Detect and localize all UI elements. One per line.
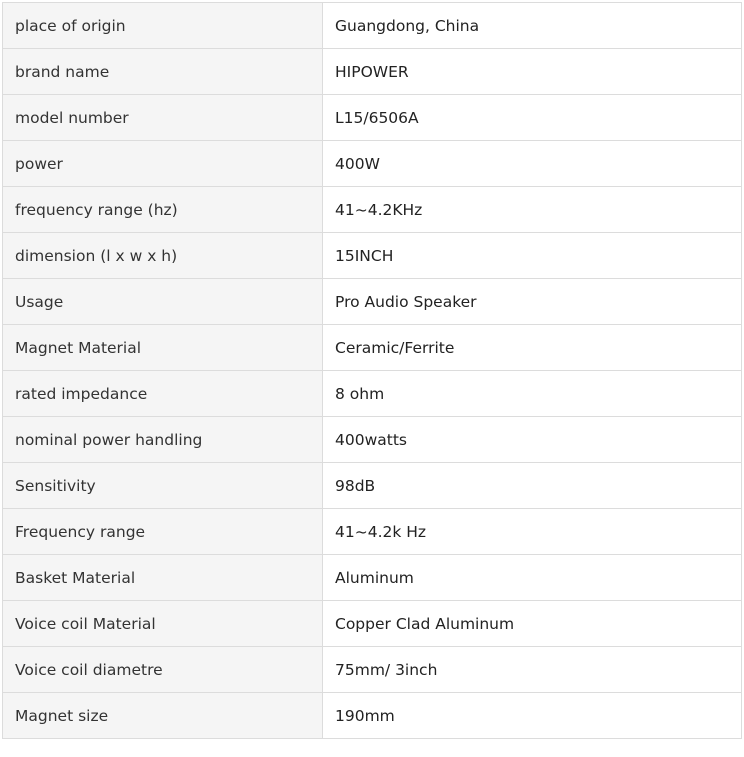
table-row — [3, 141, 742, 187]
spec-value: 41~4.2KHz — [323, 187, 742, 233]
spec-key: dimension (l x w x h) — [3, 233, 323, 279]
spec-table-body — [3, 3, 742, 739]
spec-key: Magnet size — [3, 693, 323, 739]
table-row — [3, 555, 742, 601]
spec-key: brand name — [3, 49, 323, 95]
spec-key: Voice coil diametre — [3, 647, 323, 693]
spec-key: Basket Material — [3, 555, 323, 601]
spec-value: Ceramic/Ferrite — [323, 325, 742, 371]
spec-value: Aluminum — [323, 555, 742, 601]
table-row — [3, 601, 742, 647]
table-row — [3, 279, 742, 325]
spec-key: Usage — [3, 279, 323, 325]
spec-value: 400W — [323, 141, 742, 187]
table-row — [3, 417, 742, 463]
spec-value: 8 ohm — [323, 371, 742, 417]
table-row — [3, 49, 742, 95]
table-row — [3, 463, 742, 509]
spec-value: 15INCH — [323, 233, 742, 279]
table-row — [3, 95, 742, 141]
spec-value: 190mm — [323, 693, 742, 739]
spec-key: place of origin — [3, 3, 323, 49]
table-row — [3, 693, 742, 739]
spec-value: Copper Clad Aluminum — [323, 601, 742, 647]
table-row — [3, 509, 742, 555]
table-row — [3, 647, 742, 693]
spec-value: HIPOWER — [323, 49, 742, 95]
spec-key: rated impedance — [3, 371, 323, 417]
spec-value: 41~4.2k Hz — [323, 509, 742, 555]
spec-key: Frequency range — [3, 509, 323, 555]
spec-value: 98dB — [323, 463, 742, 509]
spec-key: Sensitivity — [3, 463, 323, 509]
table-row — [3, 187, 742, 233]
spec-value: 75mm/ 3inch — [323, 647, 742, 693]
spec-key: power — [3, 141, 323, 187]
spec-value: L15/6506A — [323, 95, 742, 141]
spec-key: frequency range (hz) — [3, 187, 323, 233]
spec-value: 400watts — [323, 417, 742, 463]
spec-key: nominal power handling — [3, 417, 323, 463]
table-row — [3, 3, 742, 49]
table-row — [3, 325, 742, 371]
spec-table — [2, 2, 742, 739]
table-row — [3, 371, 742, 417]
spec-key: Voice coil Material — [3, 601, 323, 647]
spec-key: Magnet Material — [3, 325, 323, 371]
spec-key: model number — [3, 95, 323, 141]
table-row — [3, 233, 742, 279]
spec-value: Guangdong, China — [323, 3, 742, 49]
spec-value: Pro Audio Speaker — [323, 279, 742, 325]
